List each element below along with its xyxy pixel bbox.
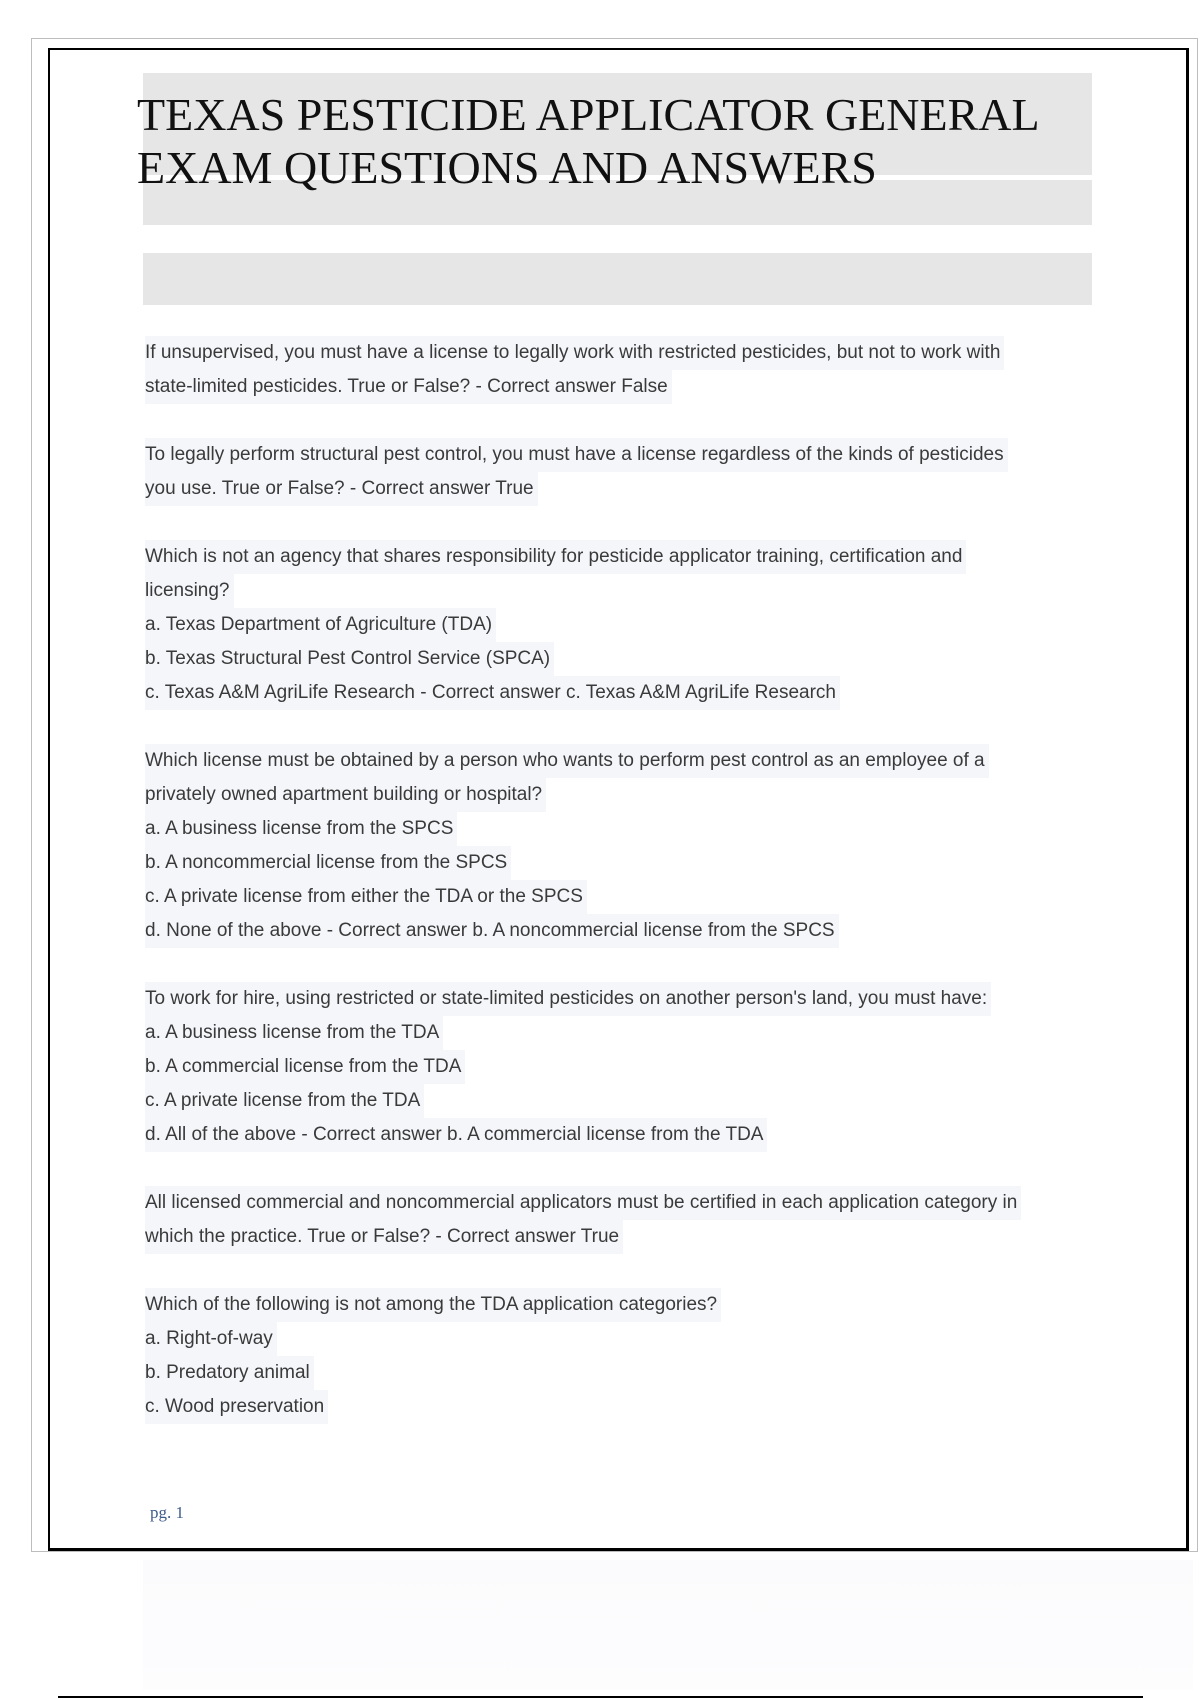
title-highlight-band-lower <box>143 253 1092 305</box>
text-line: c. A private license from either the TDA or the SPCS <box>145 880 587 914</box>
title-line-1: TEXAS PESTICIDE APPLICATOR GENERAL <box>137 89 1040 140</box>
question-block <box>145 540 1085 710</box>
text-line: d. None of the above - Correct answer b. A noncommercial license from the SPCS <box>145 914 839 948</box>
text-line: b. A noncommercial license from the SPCS <box>145 846 511 880</box>
text-line: state-limited pesticides. True or False? - Correct answer False <box>145 370 672 404</box>
question-block <box>145 744 1085 948</box>
text-line: To work for hire, using restricted or state-limited pesticides on another person's land, you must have: <box>145 982 991 1016</box>
text-line: c. A private license from the TDA <box>145 1084 424 1118</box>
text-line: a. A business license from the SPCS <box>145 812 457 846</box>
page-number: pg. 1 <box>150 1503 184 1522</box>
text-line: If unsupervised, you must have a license to legally work with restricted pesticides, but not to work with <box>145 336 1004 370</box>
text-line: licensing? <box>145 574 234 608</box>
question-block <box>145 982 1085 1152</box>
text-line: which the practice. True or False? - Correct answer True <box>145 1220 623 1254</box>
text-line: c. Wood preservation <box>145 1390 328 1424</box>
question-block <box>145 336 1085 404</box>
text-line: All licensed commercial and noncommercial applicators must be certified in each application category in <box>145 1186 1021 1220</box>
question-block <box>145 438 1085 506</box>
text-line: b. A commercial license from the TDA <box>145 1050 465 1084</box>
text-line: Which license must be obtained by a person who wants to perform pest control as an employee of a <box>145 744 989 778</box>
text-line: Which of the following is not among the TDA application categories? <box>145 1288 721 1322</box>
text-line: a. A business license from the TDA <box>145 1016 443 1050</box>
text-line: To legally perform structural pest control, you must have a license regardless of the kinds of pesticides <box>145 438 1008 472</box>
bottom-divider <box>58 1696 1143 1698</box>
next-page-area <box>143 1560 1193 1690</box>
question-block <box>145 1186 1085 1254</box>
text-line: a. Texas Department of Agriculture (TDA) <box>145 608 496 642</box>
text-line: Which is not an agency that shares responsibility for pesticide applicator training, certification and <box>145 540 966 574</box>
questions-content <box>145 336 1085 1458</box>
text-line: b. Predatory animal <box>145 1356 314 1390</box>
document-title <box>137 88 1097 194</box>
text-line: d. All of the above - Correct answer b. A commercial license from the TDA <box>145 1118 767 1152</box>
text-line: a. Right-of-way <box>145 1322 277 1356</box>
text-line: b. Texas Structural Pest Control Service (SPCA) <box>145 642 554 676</box>
text-line: privately owned apartment building or hospital? <box>145 778 546 812</box>
text-line: you use. True or False? - Correct answer True <box>145 472 538 506</box>
title-line-2: EXAM QUESTIONS AND ANSWERS <box>137 142 877 193</box>
text-line: c. Texas A&M AgriLife Research - Correct answer c. Texas A&M AgriLife Research <box>145 676 840 710</box>
question-block <box>145 1288 1085 1424</box>
